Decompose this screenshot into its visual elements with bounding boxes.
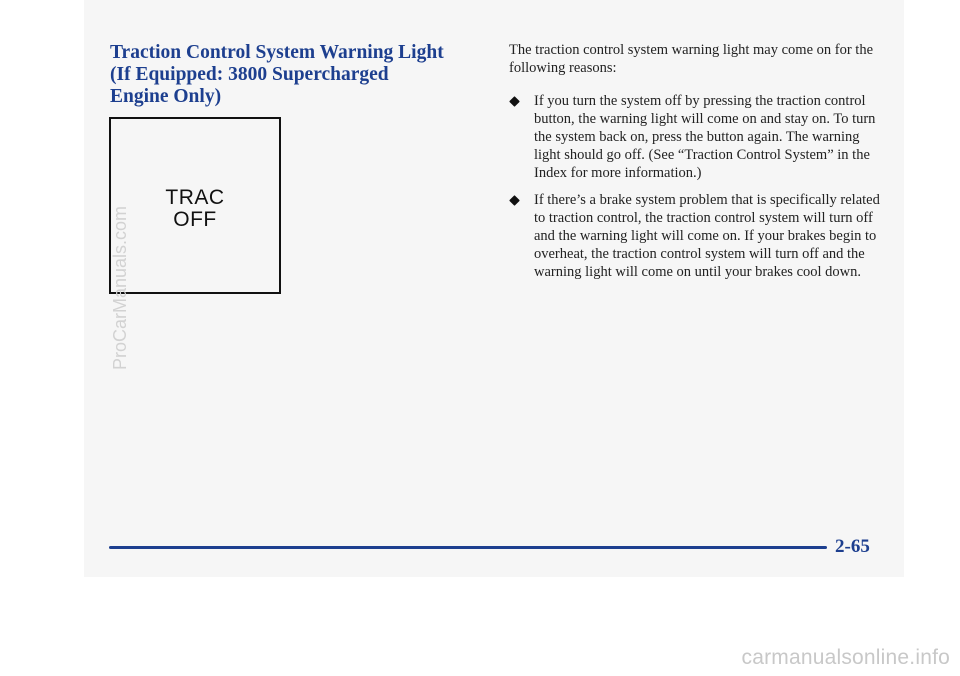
heading-line-3: Engine Only) <box>110 86 222 107</box>
vertical-watermark: ProCarManuals.com <box>110 205 130 370</box>
list-item <box>509 191 884 281</box>
list-item-text: If you turn the system off by pressing the traction control button, the warning light will come on and stay on. To turn the system back on, press the button again. The warning light should go off. (See “Traction Control System” in the Index for more information.) <box>534 93 876 181</box>
list-item-text: If there’s a brake system problem that is specifically related to traction control, the traction control system will turn off and the warning light will come on. If your brakes begin to overheat, the traction control system will turn off and the warning light will come on until your brakes cool down. <box>534 192 880 280</box>
page-number: 2-65 <box>835 536 870 557</box>
bullet-diamond-icon <box>509 195 520 206</box>
footer-rule <box>109 546 827 549</box>
section-heading <box>110 42 470 108</box>
heading-line-2: (If Equipped: 3800 Supercharged <box>110 64 389 85</box>
reasons-list <box>509 92 884 290</box>
trac-off-warning-light-illustration <box>109 117 281 294</box>
list-item <box>509 92 884 182</box>
intro-paragraph: The traction control system warning light may come on for the following reasons: <box>509 42 874 76</box>
heading-line-1: Traction Control System Warning Light <box>110 42 444 63</box>
bullet-diamond-icon <box>509 96 520 107</box>
trac-label: TRAC <box>165 186 225 209</box>
off-label: OFF <box>173 208 217 231</box>
site-footer-watermark: carmanualsonline.info <box>741 646 950 669</box>
trac-off-symbol-text <box>111 187 279 231</box>
